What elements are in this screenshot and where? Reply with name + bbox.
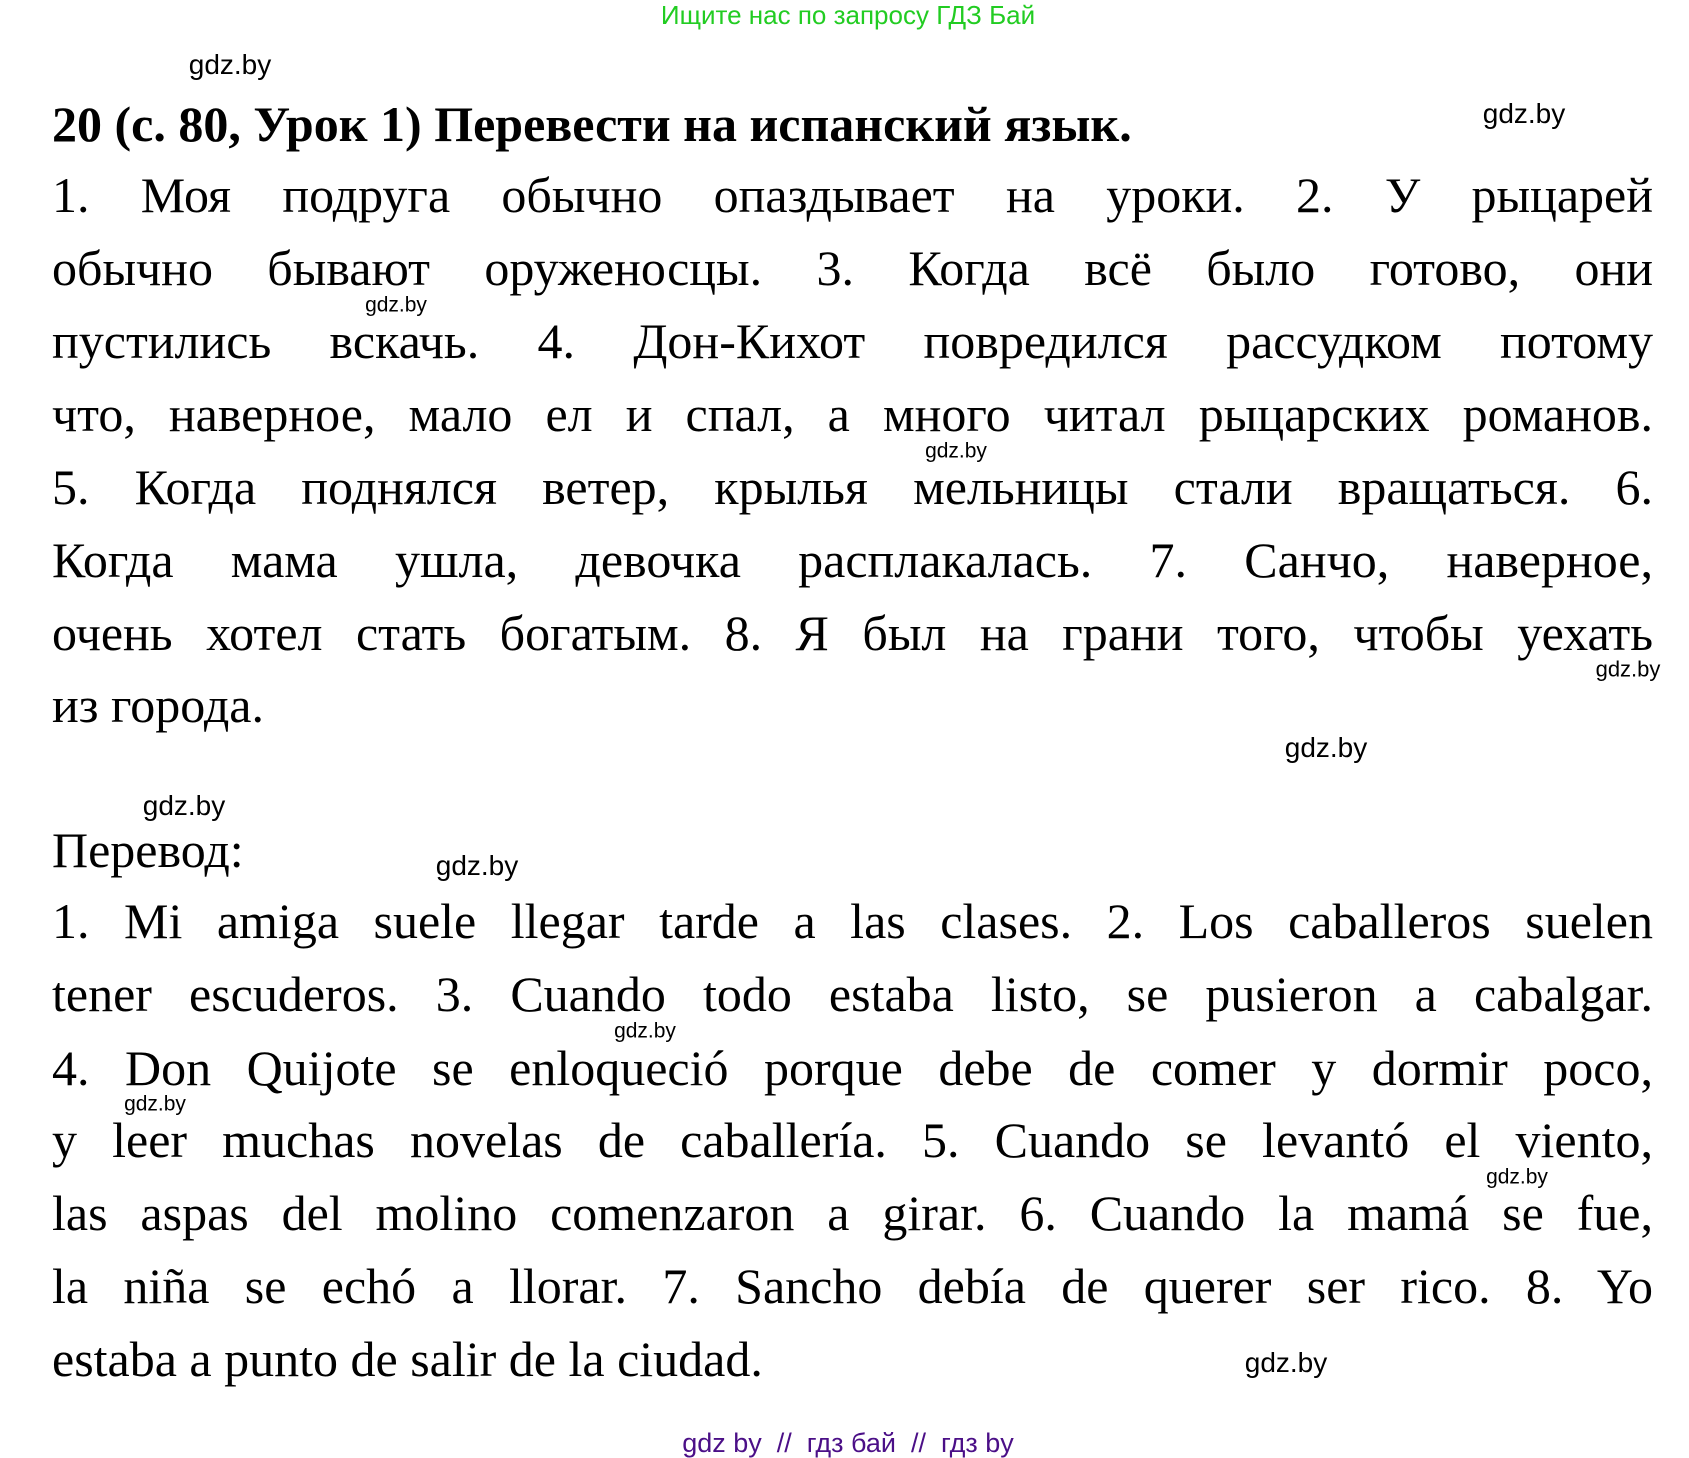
task-line: 1. Моя подруга обычно опаздывает на уроки. 2. У рыцарей (52, 167, 1653, 223)
watermark: gdz.by (1284, 732, 1368, 763)
watermark: gdz.by (142, 790, 226, 821)
watermark: gdz.by (1486, 1165, 1548, 1189)
watermark: gdz.by (925, 439, 987, 463)
footer-links: gdz by // гдз бай // гдз by (682, 1428, 1014, 1458)
watermark: gdz.by (188, 49, 272, 80)
watermark: gdz.by (365, 293, 427, 317)
task-line: что, наверное, мало ел и спал, а много читал рыцарских романов. (52, 386, 1653, 442)
task-line: 5. Когда поднялся ветер, крылья мельницы стали вращаться. 6. (52, 459, 1653, 515)
search-banner: Ищите нас по запросу ГДЗ Бай (660, 0, 1036, 30)
watermark: gdz.by (435, 850, 519, 881)
task-line: из города. (52, 677, 264, 733)
task-line: обычно бывают оруженосцы. 3. Когда всё было готово, они (52, 240, 1653, 296)
watermark: gdz.by (614, 1019, 676, 1043)
translation-line: 4. Don Quijote se enloqueció porque debe de comer y dormir poco, (52, 1040, 1653, 1096)
watermark: gdz.by (1482, 98, 1566, 129)
translation-line: las aspas del molino comenzaron a girar. 6. Cuando la mamá se fue, (52, 1185, 1653, 1241)
exercise-title: 20 (с. 80, Урок 1) Перевести на испанский язык. (52, 96, 1132, 152)
translation-line: y leer muchas novelas de caballería. 5. Cuando se levantó el viento, (52, 1112, 1653, 1168)
watermark: gdz.by (124, 1092, 186, 1116)
task-line: Когда мама ушла, девочка расплакалась. 7. Санчо, наверное, (52, 532, 1653, 588)
translation-line: la niña se echó a llorar. 7. Sancho debía de querer ser rico. 8. Yo (52, 1258, 1653, 1314)
translation-label: Перевод: (52, 822, 244, 878)
watermark: gdz.by (1244, 1347, 1328, 1378)
task-line: пустились вскачь. 4. Дон-Кихот повредился рассудком потому (52, 313, 1653, 369)
watermark: gdz.by (1595, 656, 1661, 682)
translation-line: tener escuderos. 3. Cuando todo estaba listo, se pusieron a cabalgar. (52, 966, 1653, 1022)
task-line: очень хотел стать богатым. 8. Я был на грани того, чтобы уехать (52, 605, 1653, 661)
translation-line: 1. Mi amiga suele llegar tarde a las clases. 2. Los caballeros suelen (52, 893, 1653, 949)
translation-line: estaba a punto de salir de la ciudad. (52, 1331, 763, 1387)
